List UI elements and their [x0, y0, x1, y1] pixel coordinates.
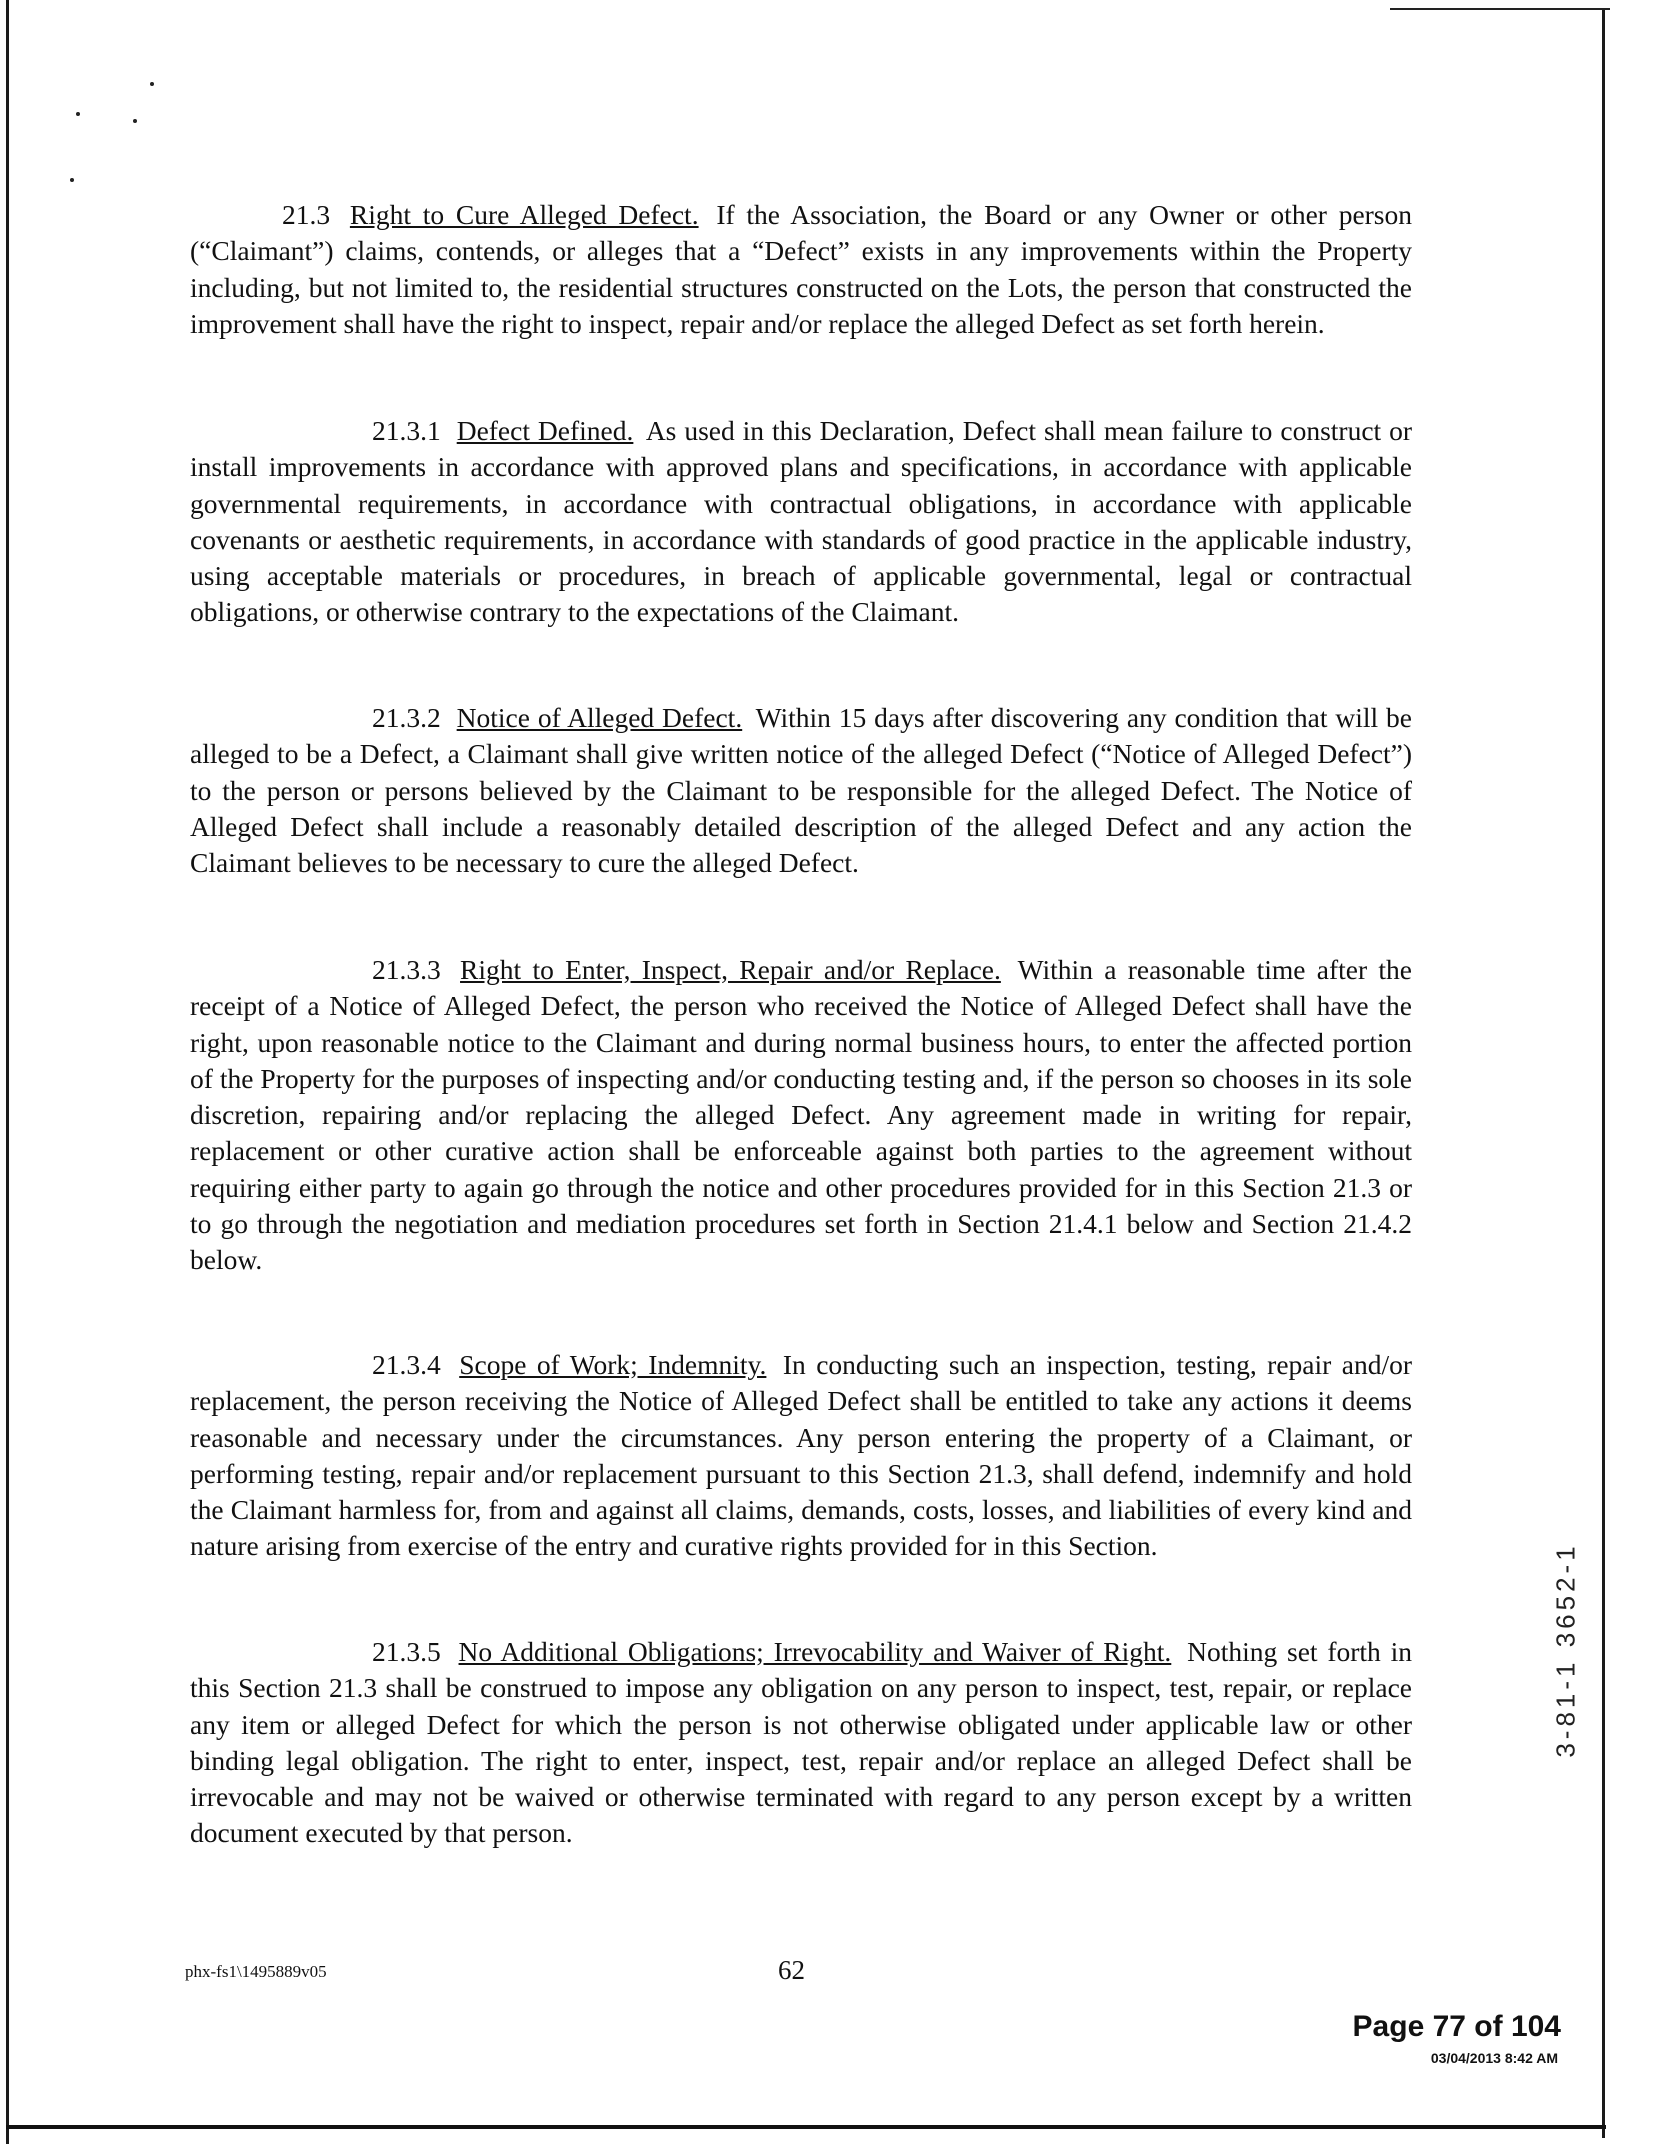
- recording-side-stamp: [1546, 1520, 1586, 1780]
- scan-speck: [70, 178, 74, 182]
- section-number: 21.3: [282, 199, 331, 230]
- section-21-3-2: [190, 700, 1412, 881]
- scan-top-edge: [1390, 8, 1610, 10]
- page-number: 62: [778, 1955, 805, 1985]
- section-number: 21.3.3: [372, 954, 441, 985]
- section-body: Within a reasonable time after the receipt of a Notice of Alleged Defect, the person who received the Notice of Alleged Defect shall have the right, upon reasonable notice to the Claimant and during normal business hours, to enter the affected portion of the Property for the purposes of inspecting and/or conducting testing and, if the person so chooses in its sole discretion, repairing and/or replacing the alleged Defect. Any agreement made in writing for repair, replacement or other curative action shall be enforceable against both parties to the agreement without requiring either party to again go through the notice and other procedures provided for in this Section 21.3 or to go through the negotiation and mediation procedures set forth in Section 21.4.1 below and Section 21.4.2 below.: [190, 954, 1412, 1276]
- section-heading: Defect Defined.: [456, 415, 634, 446]
- section-number: 21.3.2: [372, 702, 441, 733]
- scan-bottom-edge: [6, 2125, 1606, 2129]
- scan-right-edge: [1602, 10, 1605, 2138]
- page-count-stamp: Page 77 of 104: [1352, 2010, 1561, 2043]
- document-reference: phx-fs1\1495889v05: [185, 1962, 327, 1981]
- scan-speck: [150, 82, 154, 86]
- section-body: Within 15 days after discovering any condition that will be alleged to be a Defect, a Claimant shall give written notice of the alleged Defect (“Notice of Alleged Defect”) to the person or persons believed by the Claimant to be responsible for the alleged Defect. The Notice of Alleged Defect shall include a reasonably detailed description of the alleged Defect and any action the Claimant believes to be necessary to cure the alleged Defect.: [190, 702, 1412, 879]
- section-body: As used in this Declaration, Defect shall mean failure to construct or install improvements in accordance with approved plans and specifications, in accordance with applicable governmental requirements, in accordance with contractual obligations, in accordance with applicable covenants or aesthetic requirements, in accordance with standards of good practice in the applicable industry, using acceptable materials or procedures, in breach of applicable governmental, legal or contractual obligations, or otherwise contrary to the expectations of the Claimant.: [190, 415, 1413, 628]
- section-21-3-5: [190, 1634, 1412, 1852]
- section-21-3: [190, 197, 1412, 342]
- section-heading: Scope of Work; Indemnity.: [459, 1349, 767, 1380]
- section-21-3-3: [190, 952, 1412, 1279]
- section-heading: Right to Cure Alleged Defect.: [349, 199, 699, 230]
- side-stamp-text: 3-81-1 3652-1: [1550, 1542, 1581, 1758]
- section-body: If the Association, the Board or any Owner or other person (“Claimant”) claims, contends, or alleges that a “Defect” exists in any improvements within the Property including, but not limited to, the residential structures constructed on the Lots, the person that constructed the improvement shall have the right to inspect, repair and/or replace the alleged Defect as set forth herein.: [190, 199, 1413, 339]
- section-body: In conducting such an inspection, testing, repair and/or replacement, the person receiving the Notice of Alleged Defect shall be entitled to take any actions it deems reasonable and necessary under the circumstances. Any person entering the property of a Claimant, or performing testing, repair and/or replacement pursuant to this Section 21.3, shall defend, indemnify and hold the Claimant harmless for, from and against all claims, demands, costs, losses, and liabilities of every kind and nature arising from exercise of the entry and curative rights provided for in this Section.: [190, 1349, 1413, 1562]
- scan-speck: [76, 112, 80, 116]
- section-number: 21.3.1: [372, 415, 441, 446]
- section-number: 21.3.5: [372, 1636, 441, 1667]
- section-body: Nothing set forth in this Section 21.3 shall be construed to impose any obligation on any person to inspect, test, repair, or replace any item or alleged Defect for which the person is not otherwise obligated under applicable law or other binding legal obligation. The right to enter, inspect, test, repair and/or replace an alleged Defect shall be irrevocable and may not be waived or otherwise terminated with regard to any person except by a written document executed by that person.: [190, 1636, 1412, 1849]
- recording-timestamp: 03/04/2013 8:42 AM: [1430, 2050, 1558, 2066]
- section-21-3-4: [190, 1347, 1412, 1565]
- scan-left-edge: [6, 0, 9, 2144]
- section-21-3-1: [190, 413, 1412, 631]
- scan-speck: [133, 119, 137, 123]
- section-heading: No Additional Obligations; Irrevocability and Waiver of Right.: [458, 1636, 1172, 1667]
- section-number: 21.3.4: [372, 1349, 441, 1380]
- section-heading: Notice of Alleged Defect.: [456, 702, 743, 733]
- section-heading: Right to Enter, Inspect, Repair and/or Replace.: [460, 954, 1001, 985]
